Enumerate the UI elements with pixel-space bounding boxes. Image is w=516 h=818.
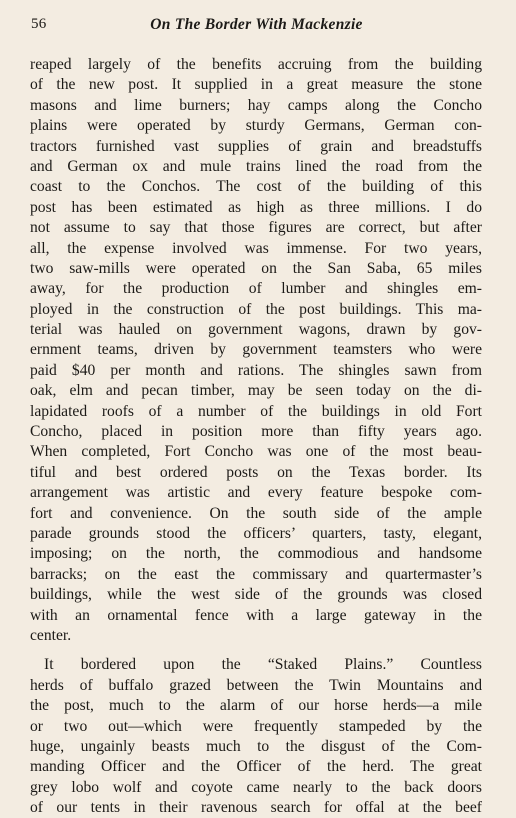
text-line: two saw-mills were operated on the San Saba, 65 miles [30,259,482,277]
text-line: of the new post. It supplied in a great measure the stone [30,76,482,94]
paragraph [30,55,482,646]
text-line: parade grounds stood the officers’ quarters, tasty, elegant, [30,524,482,542]
text-line: masons and lime burners; hay camps along the Concho [30,96,482,114]
text-line: with an ornamental fence with a large gateway in the [30,606,482,624]
text-line: buildings, while the west side of the grounds was closed [30,586,482,604]
text-line: ployed in the construction of the post buildings. This ma- [30,300,482,318]
text-line: manding Officer and the Officer of the herd. The great [30,758,482,776]
text-line: center. [30,626,72,644]
page-number: 56 [31,16,47,32]
text-line: arrangement was artistic and every feature bespoke com- [30,484,482,502]
text-line: herds of buffalo grazed between the Twin Mountains and [30,676,482,694]
body-text [30,55,482,818]
text-line: and German ox and mule trains lined the road from the [30,157,482,175]
text-line: terial was hauled on government wagons, drawn by gov- [30,321,482,339]
text-line: grey lobo wolf and coyote came nearly to the back doors [30,778,482,796]
text-line: huge, ungainly beasts much to the disgust of the Com- [30,737,482,755]
text-line: imposing; on the north, the commodious and handsome [30,545,482,563]
text-line: tractors furnished vast supplies of grain and breadstuffs [30,137,482,155]
text-line: or two out—which were frequently stampeded by the [30,717,482,735]
paragraph [30,655,482,818]
text-line: fort and convenience. On the south side of the ample [30,504,482,522]
text-line: not assume to say that those figures are correct, but after [30,219,482,237]
text-line: lapidated roofs of a number of the buildings in old Fort [30,402,482,420]
text-line: oak, elm and pecan timber, may be seen today on the di- [30,382,482,400]
running-title: On The Border With Mackenzie [150,16,363,33]
page-header [31,16,482,38]
text-line: coast to the Conchos. The cost of the building of this [30,178,482,196]
text-line: plains were operated by sturdy Germans, German con- [30,117,482,135]
text-line: It bordered upon the “Staked Plains.” Countless [44,656,482,674]
paragraph-gap [30,646,482,655]
text-line: of our tents in their ravenous search for offal at the beef [30,799,482,817]
text-line: When completed, Fort Concho was one of the most beau- [30,443,482,461]
text-line: paid $40 per month and rations. The shingles sawn from [30,361,482,379]
text-line: tiful and best ordered posts on the Texas border. Its [30,463,482,481]
text-line: barracks; on the east the commissary and quartermaster’s [30,565,482,583]
text-line: post has been estimated as high as three millions. I do [30,198,482,216]
text-line: reaped largely of the benefits accruing from the building [30,56,482,73]
text-line: Concho, placed in position more than fifty years ago. [30,423,482,441]
text-line: all, the expense involved was immense. For two years, [30,239,482,257]
text-line: away, for the production of lumber and shingles em- [30,280,482,298]
text-line: the post, much to the alarm of our horse herds—a mile [30,697,482,715]
text-line: ernment teams, driven by government teamsters who were [30,341,482,359]
